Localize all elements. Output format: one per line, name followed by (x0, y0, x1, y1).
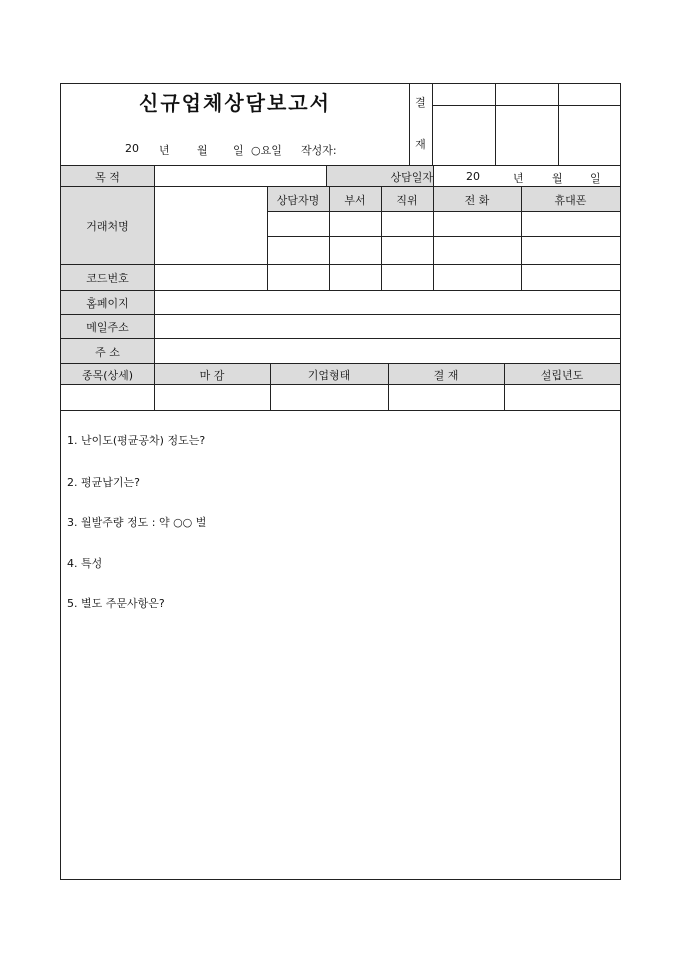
grid-line (433, 186, 434, 290)
contact-header-name: 상담자명 (276, 193, 320, 207)
question-item: 4. 특성 (67, 557, 103, 570)
grid-line (267, 186, 268, 290)
bottom-header-company-type: 기업형태 (307, 368, 351, 382)
grid-line (61, 290, 620, 291)
bottom-header-category: 종목(상세) (81, 368, 134, 382)
grid-line (433, 165, 434, 187)
client-name-label: 거래처명 (86, 220, 129, 233)
contact-header-phone: 전 화 (464, 193, 490, 207)
grid-line (558, 84, 559, 165)
grid-line (329, 186, 330, 290)
address-label: 주 소 (95, 345, 120, 359)
grid-line (432, 105, 620, 106)
grid-line (61, 186, 620, 187)
grid-line (381, 186, 382, 290)
day-unit: 일 (233, 144, 244, 157)
grid-line (521, 186, 522, 290)
grid-line (61, 314, 620, 315)
bottom-header-approval: 결 재 (433, 368, 459, 382)
consult-year-unit: 년 (513, 172, 524, 185)
consult-date-label: 상담일자 (390, 170, 433, 184)
purpose-label: 목 적 (95, 170, 120, 184)
grid-line (267, 211, 620, 212)
grid-line (267, 236, 620, 237)
email-label: 메일주소 (86, 321, 129, 334)
report-title: 신규업체상담보고서 (139, 90, 331, 115)
year-prefix: 20 (125, 142, 139, 155)
report-date-line (61, 142, 409, 160)
consultation-report-form (60, 83, 621, 880)
grid-line (154, 165, 155, 364)
approval-label-top: 결 (415, 96, 426, 109)
year-unit: 년 (159, 144, 170, 157)
bottom-header-founded-year: 설립년도 (540, 368, 584, 382)
contact-header-mobile: 휴대폰 (554, 193, 587, 207)
grid-line (409, 84, 410, 165)
consult-month-unit: 월 (552, 172, 563, 185)
grid-line (270, 363, 271, 410)
consult-date-value (433, 166, 620, 187)
question-item: 3. 월발주량 정도 : 약 ○○ 벌 (67, 516, 207, 529)
grid-line (61, 264, 620, 265)
grid-line (61, 384, 620, 385)
grid-line (432, 84, 433, 165)
month-unit: 월 (197, 144, 208, 157)
approval-label-bottom: 재 (415, 138, 426, 151)
grid-line (61, 165, 620, 166)
grid-line (388, 363, 389, 410)
question-item: 5. 별도 주문사항은? (67, 597, 165, 610)
grid-line (61, 363, 620, 364)
grid-line (326, 165, 327, 187)
question-item: 2. 평균납기는? (67, 476, 140, 489)
contact-header-position: 직위 (396, 193, 418, 207)
grid-line (154, 363, 155, 410)
grid-line (504, 363, 505, 410)
grid-line (61, 338, 620, 339)
grid-line (61, 410, 620, 411)
grid-line (495, 84, 496, 165)
bottom-header-finish: 마 감 (199, 368, 225, 382)
consult-year-prefix: 20 (466, 170, 480, 183)
weekday: ○요일 (251, 144, 282, 157)
contact-header-dept: 부서 (344, 193, 366, 207)
code-number-label: 코드번호 (86, 272, 129, 285)
consult-day-unit: 일 (590, 172, 601, 185)
question-item: 1. 난이도(평균공차) 정도는? (67, 434, 206, 447)
homepage-label: 홈페이지 (86, 297, 129, 310)
writer-label: 작성자: (301, 144, 337, 157)
